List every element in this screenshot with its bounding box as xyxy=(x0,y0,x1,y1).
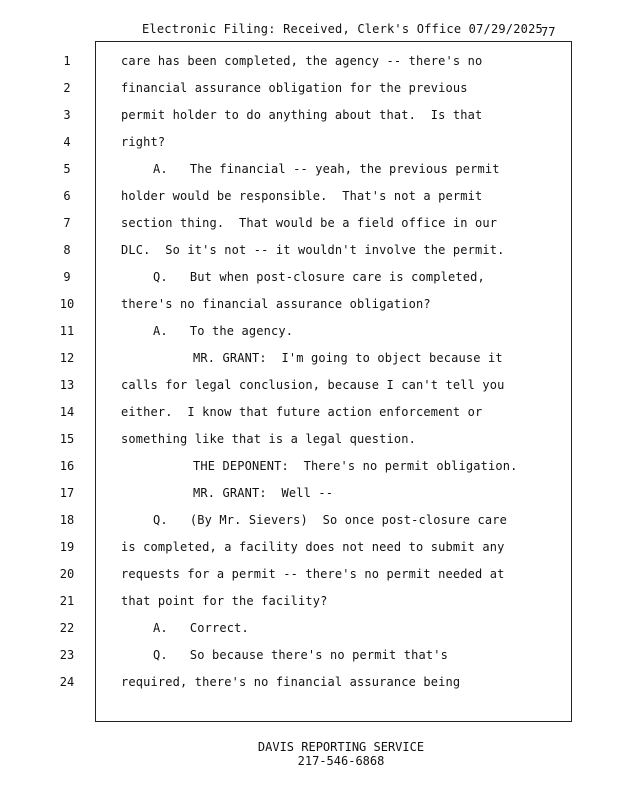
transcript-line: required, there's no financial assurance being xyxy=(121,675,461,689)
transcript-line: is completed, a facility does not need to submit any xyxy=(121,540,505,554)
transcript-line: section thing. That would be a field office in our xyxy=(121,216,498,230)
transcript-line: permit holder to do anything about that. Is that xyxy=(121,108,483,122)
line-number: 8 xyxy=(63,243,71,257)
line-number: 7 xyxy=(63,216,71,230)
transcript-line: MR. GRANT: Well -- xyxy=(193,486,334,500)
page-number: 77 xyxy=(541,25,556,39)
line-number: 23 xyxy=(59,648,75,662)
transcript-line: Q. So because there's no permit that's xyxy=(153,648,448,662)
transcript-line: right? xyxy=(121,135,166,149)
transcript-line: A. The financial -- yeah, the previous permit xyxy=(153,162,500,176)
transcript-line: financial assurance obligation for the previous xyxy=(121,81,468,95)
line-number: 18 xyxy=(59,513,75,527)
transcript-line: Q. But when post-closure care is completed, xyxy=(153,270,485,284)
line-number: 15 xyxy=(59,432,75,446)
transcript-line: requests for a permit -- there's no permit needed at xyxy=(121,567,505,581)
transcript-line: DLC. So it's not -- it wouldn't involve the permit. xyxy=(121,243,505,257)
line-number: 19 xyxy=(59,540,75,554)
line-number: 22 xyxy=(59,621,75,635)
reporting-service-phone: 217-546-6868 xyxy=(297,754,385,768)
transcript-line: A. Correct. xyxy=(153,621,249,635)
reporter-footer xyxy=(0,740,618,768)
transcript-line: THE DEPONENT: There's no permit obligation. xyxy=(193,459,518,473)
transcript-text xyxy=(121,52,561,700)
transcript-line: A. To the agency. xyxy=(153,324,294,338)
transcript-line: that point for the facility? xyxy=(121,594,328,608)
line-number: 11 xyxy=(59,324,75,338)
line-number: 12 xyxy=(59,351,75,365)
transcript-line: care has been completed, the agency -- there's no xyxy=(121,54,483,68)
line-number: 20 xyxy=(59,567,75,581)
line-number-column xyxy=(52,52,82,700)
line-number: 5 xyxy=(63,162,71,176)
line-number: 24 xyxy=(59,675,75,689)
transcript-line: MR. GRANT: I'm going to object because it xyxy=(193,351,503,365)
line-number: 14 xyxy=(59,405,75,419)
line-number: 1 xyxy=(63,54,71,68)
line-number: 16 xyxy=(59,459,75,473)
transcript-line: there's no financial assurance obligation? xyxy=(121,297,431,311)
line-number: 6 xyxy=(63,189,71,203)
line-number: 9 xyxy=(63,270,71,284)
line-number: 2 xyxy=(63,81,71,95)
transcript-line: holder would be responsible. That's not a permit xyxy=(121,189,483,203)
transcript-line: Q. (By Mr. Sievers) So once post-closure care xyxy=(153,513,507,527)
reporting-service-name: DAVIS REPORTING SERVICE xyxy=(257,740,425,754)
transcript-line: either. I know that future action enforcement or xyxy=(121,405,483,419)
line-number: 13 xyxy=(59,378,75,392)
filing-stamp-header: Electronic Filing: Received, Clerk's Office 07/29/2025 xyxy=(142,22,543,36)
line-number: 4 xyxy=(63,135,71,149)
line-number: 17 xyxy=(59,486,75,500)
line-number: 21 xyxy=(59,594,75,608)
transcript-line: calls for legal conclusion, because I can't tell you xyxy=(121,378,505,392)
line-number: 3 xyxy=(63,108,71,122)
line-number: 10 xyxy=(59,297,75,311)
transcript-line: something like that is a legal question. xyxy=(121,432,416,446)
